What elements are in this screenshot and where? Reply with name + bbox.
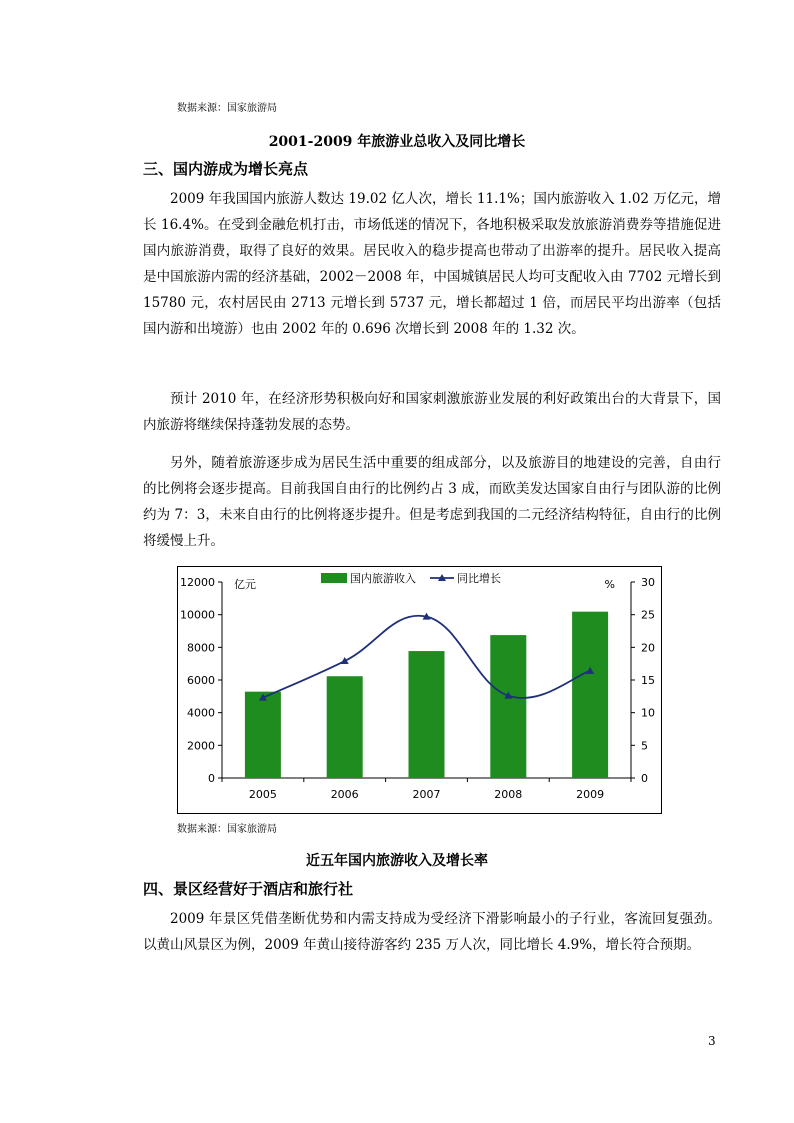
- y-tick-label-left: 12000: [180, 576, 215, 589]
- y-tick-label-right: 30: [641, 576, 655, 589]
- paragraph: 2009 年我国国内旅游人数达 19.02 亿人次，增长 11.1%；国内旅游收入 1.02 万亿元，增长 16.4%。在受到金融危机打击，市场低迷的情况下，各地积极采取发放旅游消费券等措施促进国内旅游消费，取得了良好的效果。居民收入的稳步提高也带动了出游率的提升。居民收入提高是中国旅游内需的经济基础，2002－2008 年，中国城镇居民人均可支配收入由 7702 元增长到 15780 元，农村居民由 2713 元增长到 5737 元，增长都超过 1 倍，而居民平均出游率（包括国内游和出境游）也由 2002 年的 0.696 次增长到 2008 年的 1.32 次。: [143, 191, 721, 337]
- x-tick-label: 2007: [412, 788, 441, 801]
- y-tick-label-right: 15: [641, 674, 655, 687]
- bar: [409, 651, 445, 778]
- y-axis-label-right: %: [604, 578, 615, 591]
- figure-caption: 近五年国内旅游收入及增长率: [306, 853, 488, 869]
- legend-label: 同比增长: [457, 572, 501, 585]
- y-tick-label-left: 6000: [187, 674, 215, 687]
- section-heading: 四、景区经营好于酒店和旅行社: [143, 880, 354, 898]
- section-heading: 三、国内游成为增长亮点: [143, 160, 309, 178]
- bar: [327, 676, 363, 778]
- y-tick-label-right: 25: [641, 608, 655, 622]
- x-tick-label: 2006: [330, 788, 359, 801]
- legend-swatch-bar: [321, 573, 347, 583]
- figure-caption: 2001-2009 年旅游业总收入及同比增长: [268, 134, 526, 150]
- legend-label: 国内旅游收入: [350, 572, 416, 585]
- paragraph: 另外，随着旅游逐步成为居民生活中重要的组成部分，以及旅游目的地建设的完善，自由行的比例将会逐步提高。目前我国自由行的比例约占 3 成，而欧美发达国家自由行与团队游的比例约为 7：3，未来自由行的比例将逐步提升。但是考虑到我国的二元经济结构特征，自由行的比例将缓慢上升。: [143, 455, 721, 549]
- y-axis-label-left: 亿元: [234, 578, 256, 591]
- y-tick-label-right: 20: [641, 641, 655, 655]
- y-tick-label-left: 0: [208, 772, 215, 785]
- y-tick-label-left: 2000: [187, 739, 215, 753]
- paragraph: 2009 年景区凭借垄断优势和内需支持成为受经济下滑影响最小的子行业，客流回复强劲。以黄山风景区为例，2009 年黄山接待游客约 235 万人次，同比增长 4.9%，增长符合预期。: [143, 911, 721, 953]
- x-tick-label: 2008: [494, 788, 523, 801]
- x-tick-label: 2005: [248, 788, 277, 801]
- y-tick-label-left: 10000: [180, 608, 215, 622]
- chart-canvas: [178, 567, 661, 813]
- paragraph: 预计 2010 年，在经济形势积极向好和国家刺激旅游业发展的利好政策出台的大背景下，国内旅游将继续保持蓬勃发展的态势。: [143, 391, 721, 433]
- source-note: 数据来源：国家旅游局: [177, 824, 277, 835]
- y-tick-label-left: 4000: [187, 706, 215, 720]
- bar: [245, 692, 281, 778]
- y-tick-label-right: 10: [641, 706, 655, 720]
- y-tick-label-right: 5: [641, 739, 648, 753]
- x-tick-label: 2009: [576, 788, 605, 801]
- bar: [572, 612, 608, 778]
- bar: [490, 635, 526, 778]
- source-note: 数据来源：国家旅游局: [177, 103, 277, 114]
- y-tick-label-left: 8000: [187, 641, 215, 655]
- income-growth-chart: [177, 566, 662, 814]
- y-tick-label-right: 0: [641, 772, 648, 785]
- page-number: 3: [708, 1034, 716, 1048]
